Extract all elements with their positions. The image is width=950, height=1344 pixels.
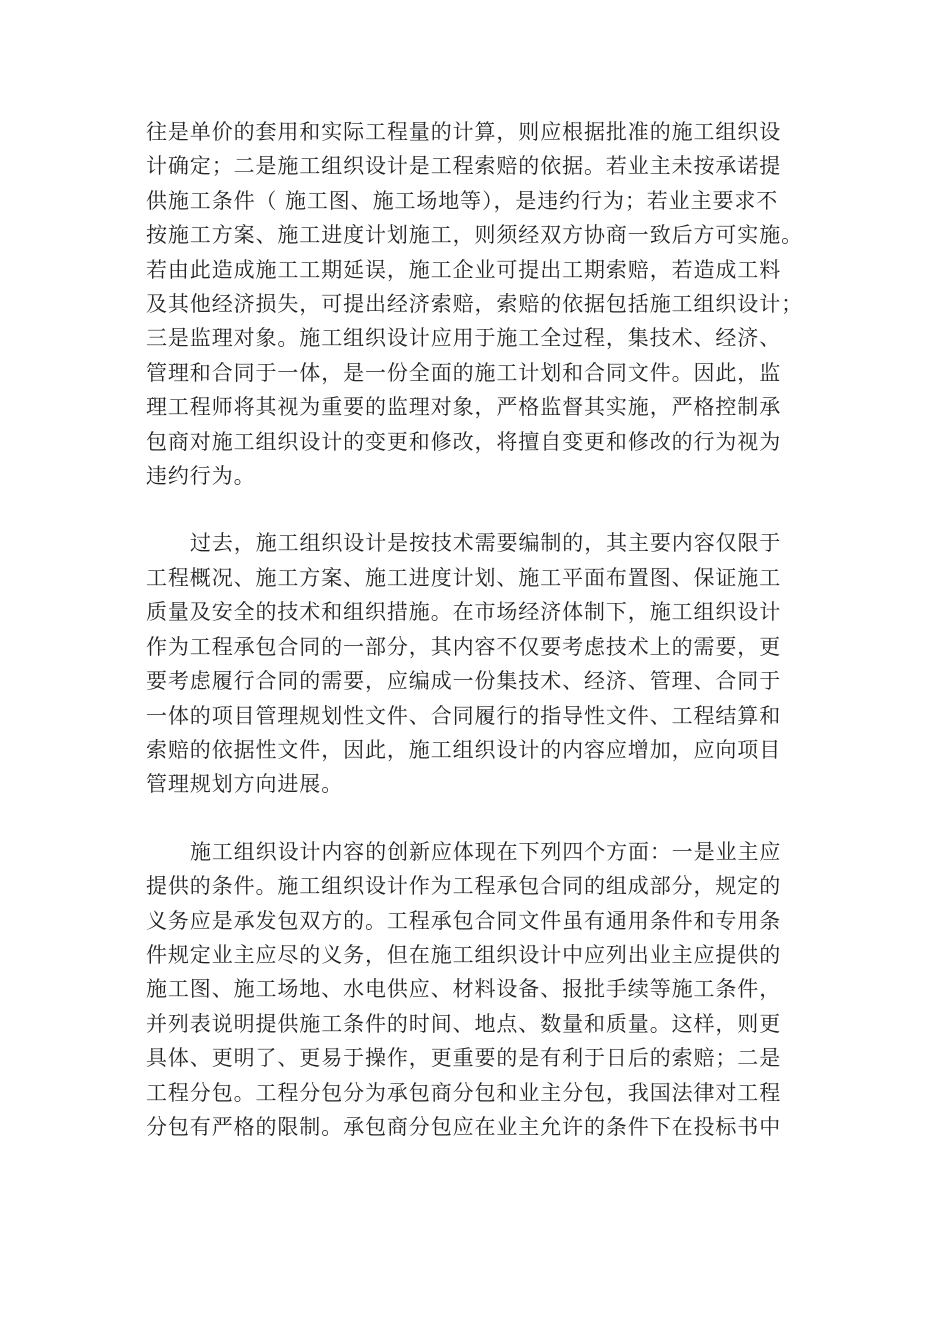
paragraph-line: 索赔的依据性文件，因此，施工组织设计的内容应增加，应向项目	[146, 737, 782, 762]
paragraph-line: 并列表说明提供施工条件的时间、地点、数量和质量。这样，则更	[146, 1011, 782, 1036]
paragraph-line: 提供的条件。施工组织设计作为工程承包合同的组成部分，规定的	[146, 874, 782, 899]
paragraph-line: 三是监理对象。施工组织设计应用于施工全过程，集技术、经济、	[146, 326, 782, 351]
paragraph-line: 包商对施工组织设计的变更和修改，将擅自变更和修改的行为视为	[146, 429, 782, 454]
paragraph-line: 若由此造成施工工期延误，施工企业可提出工期索赔，若造成工料	[146, 257, 782, 282]
paragraph-line: 施工组织设计内容的创新应体现在下列四个方面：一是业主应	[190, 839, 782, 864]
paragraph-line: 作为工程承包合同的一部分，其内容不仅要考虑技术上的需要，更	[146, 634, 782, 659]
paragraph-line: 计确定；二是施工组织设计是工程索赔的依据。若业主未按承诺提	[146, 154, 782, 179]
paragraph-line: 一体的项目管理规划性文件、合同履行的指导性文件、工程结算和	[146, 703, 782, 728]
paragraph-line: 往是单价的套用和实际工程量的计算，则应根据批准的施工组织设	[146, 120, 782, 144]
paragraph-line: 件规定业主应尽的义务，但在施工组织设计中应列出业主应提供的	[146, 942, 782, 967]
paragraph-gap	[146, 493, 806, 526]
paragraph-line: 工程概况、施工方案、施工进度计划、施工平面布置图、保证施工	[146, 565, 782, 590]
paragraph-gap	[146, 802, 806, 835]
paragraph-line: 管理规划方向进展。	[146, 772, 344, 797]
paragraph-line: 具体、更明了、更易于操作，更重要的是有利于日后的索赔；二是	[146, 1046, 782, 1071]
paragraph-2	[146, 526, 806, 801]
paragraph-1	[146, 115, 806, 493]
paragraph-line: 施工图、施工场地、水电供应、材料设备、报批手续等施工条件，	[146, 977, 782, 1002]
paragraph-line: 供施工条件（ 施工图、施工场地等），是违约行为；若业主要求不	[146, 188, 779, 213]
paragraph-line: 要考虑履行合同的需要，应编成一份集技术、经济、管理、合同于	[146, 669, 782, 694]
paragraph-line: 理工程师将其视为重要的监理对象，严格监督其实施，严格控制承	[146, 395, 782, 420]
paragraph-line: 违约行为。	[146, 464, 256, 489]
paragraph-3	[146, 835, 806, 1145]
paragraph-line: 分包有严格的限制。承包商分包应在业主允许的条件下在投标书中	[146, 1114, 782, 1139]
paragraph-line: 工程分包。工程分包分为承包商分包和业主分包，我国法律对工程	[146, 1080, 782, 1105]
document-body	[146, 115, 806, 1144]
paragraph-line: 按施工方案、施工进度计划施工，则须经双方协商一致后方可实施。	[146, 223, 803, 248]
paragraph-line: 义务应是承发包双方的。工程承包合同文件虽有通用条件和专用条	[146, 908, 782, 933]
paragraph-line: 质量及安全的技术和组织措施。在市场经济体制下，施工组织设计	[146, 600, 782, 625]
paragraph-line: 管理和合同于一体，是一份全面的施工计划和合同文件。因此，监	[146, 360, 782, 385]
paragraph-line: 及其他经济损失，可提出经济索赔，索赔的依据包括施工组织设计；	[146, 292, 803, 317]
paragraph-line: 过去，施工组织设计是按技术需要编制的，其主要内容仅限于	[190, 531, 782, 556]
